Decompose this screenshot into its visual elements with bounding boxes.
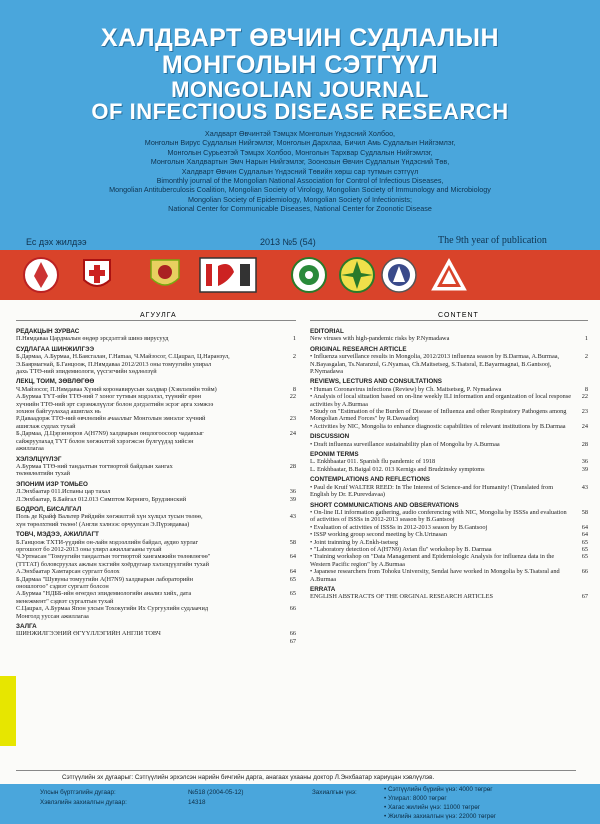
price-line: • Сэтгүүлийн бүрийн үнэ: 4000 төгрөг [384, 786, 493, 793]
toc-page-number: 8 [292, 385, 296, 393]
toc-entry [16, 368, 296, 375]
toc-page-number: 64 [581, 531, 588, 539]
toc-column-en [310, 325, 588, 601]
toc-entry [16, 488, 296, 495]
toc-entry [16, 496, 296, 503]
toc-entry [16, 335, 296, 342]
toc-entry-text: зохион байгуулахад ашиглах нь [16, 408, 101, 416]
toc-entry [310, 593, 588, 600]
toc-entry [310, 539, 588, 546]
emblem-6-icon [338, 256, 376, 294]
toc-entry-text: L. Enkhbaatar 011. Spanish flu pandemic of 1918 [310, 458, 436, 466]
toc-entry [310, 509, 588, 524]
toc-entry [310, 484, 588, 499]
toc-entry [16, 638, 296, 645]
registration-value: №518 (2004-05-12) [188, 789, 244, 796]
toc-header-mn: АГУУЛГА [140, 312, 177, 319]
toc-page-number: 23 [289, 415, 296, 423]
toc-entry [310, 423, 588, 430]
toc-entry-text: Монголд ууссан ажиллагаа [16, 612, 89, 620]
toc-entry-text: L. Enkhbaatar, B.Baigal 012. 013 Kernigs and Brudzinsky symptoms [310, 465, 485, 473]
toc-entry-text: • "Laboratory detection of A(H7N9) Avian flu" workshop by B. Darmaa [310, 545, 492, 553]
toc-page-number: 24 [581, 422, 588, 430]
emblem-4-icon [198, 256, 258, 294]
toc-entry [16, 583, 296, 590]
emblem-7-icon [380, 256, 418, 294]
toc-page-number: 28 [289, 462, 296, 470]
toc-page-number: 22 [581, 393, 588, 401]
toc-section-heading: ERRATA [310, 585, 336, 593]
toc-page-number: 65 [581, 545, 588, 553]
toc-entry [16, 590, 296, 597]
toc-entry [310, 386, 588, 393]
toc-section-heading: ЗАЛГА [16, 623, 37, 631]
toc-entry [16, 438, 296, 445]
toc-entry-text: Ч.Уртнасан "Томуугийн тандалтын тогтвортой хангамжийн төлөвлөгөө" [16, 553, 211, 561]
toc-entry [16, 408, 296, 415]
toc-entry-text: Л.Энхбаатар, Б.Байгал 012.013 Симптом Керниго, Брудзинский [16, 495, 187, 503]
price-line: • Улирал: 8000 төгрөг [384, 795, 447, 802]
toc-column-mn [16, 325, 296, 645]
toc-entry [16, 521, 296, 528]
toc-entry-text: П.Нямдаваа Цардмалын өндөр эрсдэлтэй шинэ вирусууд [16, 335, 169, 343]
toc-page-number: 67 [581, 593, 588, 601]
org-line: National Center for Communicable Diseases, National Center for Zoonotic Disease [168, 204, 432, 214]
toc-section-heading: CONTEMPLATIONS AND REFLECTIONS [310, 476, 430, 484]
toc-page-number: 36 [289, 488, 296, 496]
toc-entry [16, 430, 296, 437]
toc-page-number: 58 [581, 508, 588, 516]
toc-entry [16, 576, 296, 583]
emblem-1-icon [22, 256, 60, 294]
toc-entry [16, 415, 296, 422]
toc-section-heading: БОДРОЛ, БИСАЛГАЛ [16, 505, 82, 513]
index-label: Хэвлэлийн захиалгын дугаар: [40, 799, 127, 806]
toc-entry [16, 561, 296, 568]
org-line: Халдварт Өвчинтэй Тэмцэх Монголын Үндэсний Холбоо, [204, 129, 396, 138]
divider [310, 320, 588, 321]
toc-page-number: 64 [289, 553, 296, 561]
toc-entry [16, 605, 296, 612]
toc-section-heading: ORIGINAL RESEARCH ARTICLE [310, 345, 407, 353]
toc-page-number: 1 [292, 335, 296, 343]
toc-entry [16, 513, 296, 520]
toc-entry [310, 335, 588, 342]
price-label: Захиалгын үнэ: [312, 789, 357, 796]
toc-header-en: CONTENT [438, 312, 479, 319]
toc-entry [310, 393, 588, 408]
toc-page-number: 65 [581, 538, 588, 546]
toc-page-number: 1 [584, 335, 588, 343]
toc-entry [16, 546, 296, 553]
toc-entry [16, 553, 296, 560]
org-line: Монголын Вирус Судлалын Нийгэмлэг, Монголын Дархлаа, Бичил Амь Судлалын Нийгэмлэг, [144, 138, 456, 148]
toc-entry [310, 531, 588, 538]
toc-entry [16, 630, 296, 637]
toc-entry [310, 546, 588, 553]
toc-entry-text: ажиллагаа [16, 445, 44, 453]
toc-entry-text: New viruses with high-pandemic risks by P.Nymadawa [310, 335, 450, 343]
toc-entry-text: оношлогоо" сэдвэт сургалт болсон [16, 583, 109, 590]
toc-entry [16, 361, 296, 368]
toc-entry-text: • Japanese researchers from Tohoku University, Sendai have worked in Mongolia by S.Tsatsral and A.Burmaa [310, 568, 560, 583]
toc-page-number: 36 [581, 458, 588, 466]
organizations-block [40, 129, 560, 214]
toc-entry-text: төлөвлөлтийн тухай [16, 470, 70, 478]
toc-entry-text: Э.Баярмагнай, Б.Ганцоож, П.Нямдаваа 2012/2013 оны томуугийн улирал [16, 360, 212, 368]
yellow-tab [0, 676, 16, 746]
toc-entry [310, 466, 588, 473]
toc-entry-text: А.Энхбаатар Хамтарсан сургалт болох [16, 568, 120, 576]
org-line: Монголын Сурьеэтэй Тэмцэх Холбоо, Монголын Тархвар Судлалын Нийгэмлэг, [167, 147, 433, 157]
toc-entry-text: ENGLISH ABSTRACTS OF THE ORGINAL RESEARCH ARTICLES [310, 593, 493, 601]
toc-page-number: 64 [289, 568, 296, 576]
toc-section-heading: ЭПОНИМ ИЗР ТОМЬЁО [16, 480, 88, 488]
toc-entry-text: оргошоот бо 2012-2013 оны улирл ажиллагааны тухай [16, 545, 162, 553]
toc-entry-text: Л.Энхбаатар 011.Испаны цар тахал [16, 488, 111, 496]
toc-page-number: 43 [581, 483, 588, 491]
toc-entry-text: • Joint trainning by A.Enkh-tsetseg [310, 538, 399, 546]
title-en-line2: OF INFECTIOUS DISEASE RESEARCH [91, 99, 509, 124]
divider [16, 770, 576, 771]
toc-entry-text: Ч.Майзосог, П.Нямдаваа Хүний коронавирусын халдвар (Хэвлэлийн тойм) [16, 385, 217, 393]
toc-entry-text: менежмент" сэдвэт сургалтын тухай [16, 597, 114, 605]
toc-page-number: 39 [581, 465, 588, 473]
toc-entry-text: А.Бурмаа ТҮТ-ийн ТТӨ-ний 7 хоног тутмын мэдээлэл, түүнийг ерөн [16, 393, 202, 401]
toc-entry-text: • Activities by NIC, Mongolia to enhance diagnostic capabilities of relevant institutions by B.Darmaa [310, 422, 566, 430]
index-value: 14318 [188, 799, 206, 806]
toc-section-heading: EPONIM TERMS [310, 451, 359, 459]
price-line: • Хагас жилийн үнэ: 11000 төгрөг [384, 804, 480, 811]
toc-entry [310, 408, 588, 423]
toc-entry-text: ШИНЖИЛГЭЭНИЙ ӨГҮҮЛЛЭГИЙН АНГЛИ ТОВЧ [16, 630, 161, 638]
toc-entry-text: Б.Дармаа, А.Бурмаа, Н.Баясгалан, Г.Наmaa, Ч.Майзосог, С.Цацрал, Ц.Наранзул, [16, 353, 230, 361]
toc-section-heading: ЛЕКЦ, ТОЙМ, ЗӨВЛӨГӨӨ [16, 378, 95, 386]
toc-entry-text: ашиглаж судлах тухай [16, 422, 76, 430]
registration-label: Улсын бүртгэлийн дугаар: [40, 789, 116, 796]
toc-page-number: 66 [581, 568, 588, 576]
toc-page-number: 58 [289, 538, 296, 546]
toc-page-number: 28 [581, 440, 588, 448]
toc-entry [16, 401, 296, 408]
toc-entry [16, 568, 296, 575]
toc-entry [310, 568, 588, 583]
title-mn-line2: МОНГОЛЫН СЭТГҮҮЛ [161, 51, 439, 79]
org-line: Mongolian Society of Epidemiology, Mongolian Society of Infectionists; [188, 194, 412, 204]
toc-entry-text: • Analysis of local situation based on on-line weekly ILI information and organization of local response activities by A.Burmaa [310, 393, 572, 408]
divider [16, 320, 296, 321]
toc-page-number: 66 [289, 630, 296, 638]
toc-entry [310, 441, 588, 448]
toc-entry [16, 470, 296, 477]
toc-entry-text: Р.Даваадорж ТТӨ-ний өвчлөлийн ачааллыг Монголын эмнэлэг хүчний [16, 415, 206, 423]
emblem-3-icon [146, 256, 184, 294]
toc-page-number: 64 [581, 523, 588, 531]
toc-section-heading: REVIEWS, LECTURS AND CONSULTATIONS [310, 378, 443, 386]
org-line: Bimonthly journal of the Mongolian National Association for Control of Infectious Diseases, [156, 176, 444, 186]
toc-entry [16, 353, 296, 360]
toc-page-number: 66 [289, 605, 296, 613]
toc-entry [16, 423, 296, 430]
toc-section-heading: СУДЛАГАА ШИНЖИЛГЭЭ [16, 345, 95, 353]
toc-entry-text: Поль де Крайф Вальтер Рийдийн хөгжилтэй хүн хүлцэл тусын төлөө, [16, 513, 203, 521]
toc-entry-text: А.Бурмаа ТТӨ-ний тандалтын тогтвортой байдлын хангах [16, 462, 173, 470]
toc-entry-text: хүн төрөлхтний төлөө! (Англи хэлнээс орчуулсан Э.Пүрэвдаваа) [16, 520, 190, 528]
toc-entry-text: • Paul de Kruif WALTER REED: In The Interest of Science-and for Humanity! (Translated from English by Dr. E.Purevdavaa) [310, 483, 554, 499]
toc-page-number: 24 [289, 430, 296, 438]
toc-page-number: 8 [584, 385, 588, 393]
toc-entry-text: • Influenza surveillance results in Mongolia, 2012/2013 influenza season by B.Darmaa, A.Burmaa, N.Bayasgalan, Ts.Naranzul, G.Nyamaa, Ch.Maitsetseg, S.Tsatsral, E.Bayarmagnai, B.Gantsooj, P.Nymadawa [310, 353, 560, 376]
price-line: • Жилийн захиалгын үнэ: 22000 төгрөг [384, 813, 497, 820]
toc-page-number: 22 [289, 393, 296, 401]
toc-section-heading: DISCUSSION [310, 433, 350, 441]
editor-footnote: Сэтгүүлийн эх дугаарыг: Сэтгүүлийн эрхэлсэн нарийн бичгийн дарга, анагаах ухааны доктор Л.Энхбаатар хариуцан хэвлүүлэв. [62, 774, 435, 781]
toc-page-number: 2 [584, 353, 588, 361]
toc-page-number: 65 [289, 590, 296, 598]
toc-entry-text: Б.Дармаа, Д.Цэрэнноров A(H7N9) халдварын онцлогоосоор чадавхыг [16, 430, 204, 438]
toc-entry [310, 524, 588, 531]
toc-entry-text: Б.Дармаа "Шувуны томуугийн A(H7N9) халдварын лабораторийн [16, 575, 193, 583]
toc-page-number: 23 [581, 408, 588, 416]
toc-section-heading: ТОВЧ, МЭДЭЭ, АЖИЛЛАГТ [16, 531, 99, 539]
toc-entry [16, 386, 296, 393]
toc-entry [16, 613, 296, 620]
toc-section-heading: ХЭЛЭЛЦҮҮЛЭГ [16, 455, 62, 463]
toc-entry-text: Б.Ганцоож ТХТИ-үүдийн он-лайн мэдээллийн байдал, аудио хурлаг [16, 538, 199, 546]
toc-entry-text: • Evaluation of activities of ISSSs in 2012-2013 season by B.Gantsooj [310, 523, 488, 531]
toc-page-number: 67 [289, 637, 296, 645]
toc-page-number: 39 [289, 495, 296, 503]
org-line: Монголын Халдвартын Эмч Нарын Нийгэмлэг, Зоонозын Өвчин Судлалын Үндэсний Төв, [150, 157, 450, 167]
toc-entry-text: • Training workshop on "Data Management and Epidemiologic Analysis for influenza data in the Western Pacific region" by A.Burmaa [310, 553, 555, 568]
toc-entry-text: дахь ТТӨ-ний эпидемиологи, үүсгэгчийн хөдлөлзүй [16, 368, 157, 376]
toc-entry-text: хүчнийн ТТӨ-ний эрт сэрэмжлүүлэг болон дэгдэлтийн эсрэг арга хэмжээ [16, 400, 214, 408]
toc-entry-text: • On-line ILI information gathering, audio conferencing with NIC, Mongolia by ISSSs and evaluation of activities of ISSSs in 2012-2013 season by B.Gantsooj [310, 508, 567, 524]
toc-page-number: 43 [289, 513, 296, 521]
toc-entry [310, 458, 588, 465]
toc-page-number: 2 [292, 353, 296, 361]
emblem-8-icon [430, 256, 468, 294]
toc-entry [310, 553, 588, 568]
toc-entry-text: С.Цацрал, А.Бурмаа Япон улсын Тохокугийн Их Сургуулийн судлаачид [16, 605, 209, 613]
title-en-line1: MONGOLIAN JOURNAL [171, 77, 429, 102]
toc-entry-text: А.Бурмаа "НДББ-ийн өгөгдөл эпидемиологийн анализ хийх, дата [16, 590, 192, 598]
org-line: Халдварт Өвчин Судлалын Үндэсний Төвийн хөрш сар тутмын сэтгүүл [181, 166, 419, 176]
toc-page-number: 65 [581, 553, 588, 561]
year-note: The 9th year of publication [438, 235, 547, 246]
toc-page-number: 65 [289, 575, 296, 583]
toc-entry [16, 463, 296, 470]
emblem-2-icon [78, 256, 116, 294]
toc-entry-text: • ISSP working group second meeting by Ch.Urtnasan [310, 531, 447, 539]
toc-section-heading: РЕДАКЦЫН ЗУРВАС [16, 328, 80, 335]
emblem-5-icon [290, 256, 328, 294]
toc-entry-text: • Study on "Estimation of the Burden of Disease of Influenza and other Respiratory Pathogens among Mongolian Armed Forces" by R.Davaadorj [310, 408, 567, 423]
toc-entry-text: (ТТТАТ) боловсруулах ажлын хэсгийн хоёрдугаар хэлэлцүүлгийн тухай [16, 560, 209, 568]
toc-entry-text: • Draft influenza surveillance sustainability plan of Mongolia by A.Burmaa [310, 440, 500, 448]
volume-note: Ес дэх жилдээ [26, 237, 87, 247]
title-mn-line1: ХАЛДВАРТ ӨВЧИН СУДЛАЛЫН [100, 24, 500, 52]
issue-number: 2013 №5 (54) [260, 237, 316, 247]
org-line: Mongolian Antituberculosis Coalition, Mongolian Society of Virology, Mongolian Society of Immunology and Microbiology [109, 185, 491, 195]
toc-entry [16, 445, 296, 452]
toc-entry-text: сайжруулахад ТҮТ болон хөгжилтэй хэрэгжсэн бүлгүүдэд хийсэн [16, 437, 194, 445]
toc-entry [16, 539, 296, 546]
toc-section-heading: SHORT COMMUNICATIONS AND OBSERVATIONS [310, 501, 459, 509]
toc-entry [16, 393, 296, 400]
toc-section-heading: EDITORIAL [310, 328, 344, 335]
toc-entry [16, 598, 296, 605]
toc-entry [310, 353, 588, 375]
toc-entry-text: • Human Coronavirus infections (Review) by Ch. Maitsetseg, P. Nymadawa [310, 385, 502, 393]
